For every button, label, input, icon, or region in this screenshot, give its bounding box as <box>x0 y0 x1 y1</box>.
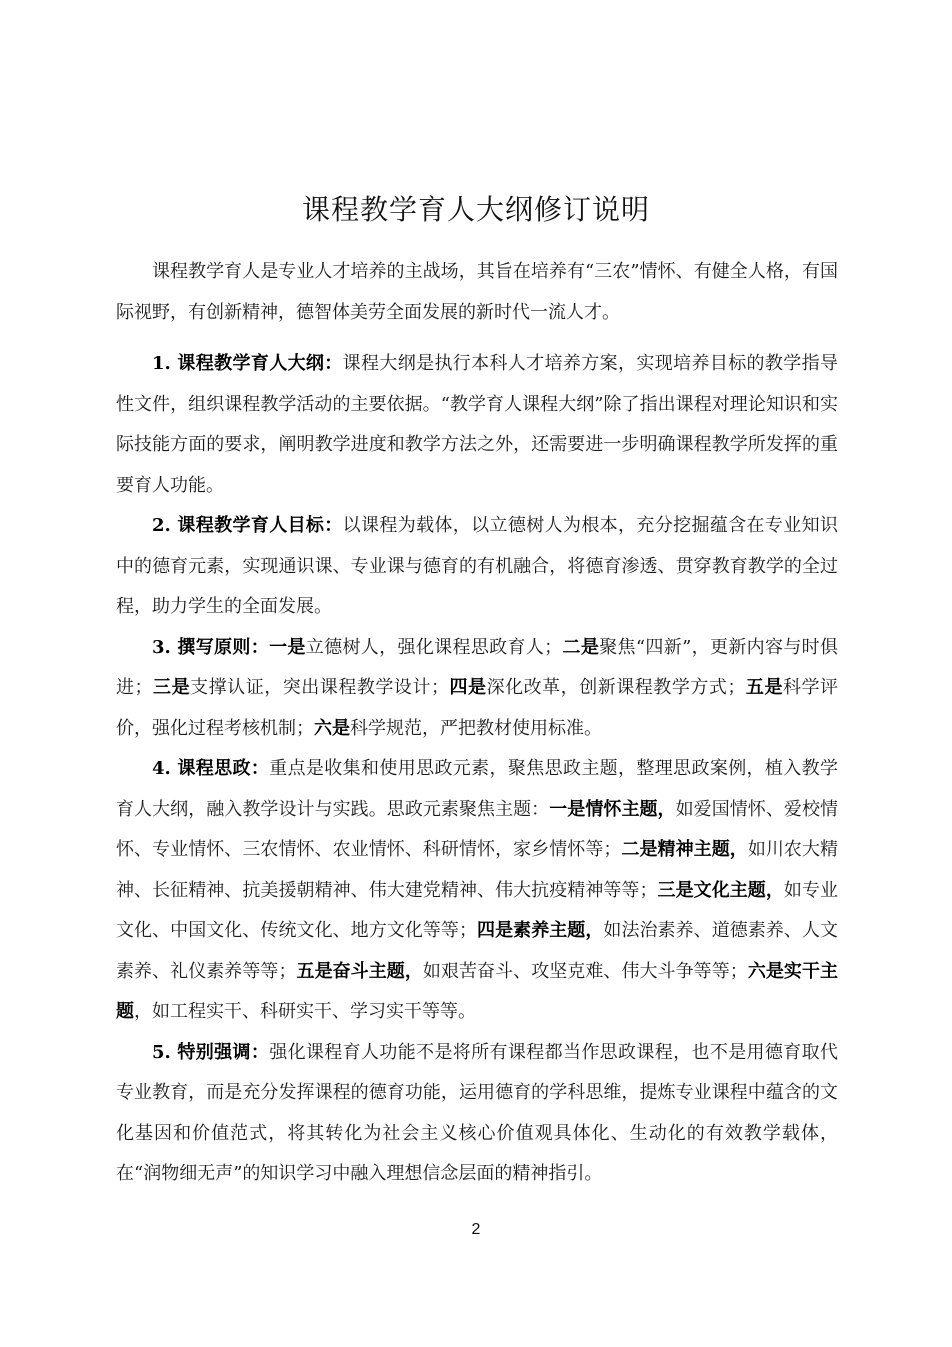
theme-3-label: 三是文化主题， <box>657 879 784 901</box>
theme-1-text: 如爱国情怀、爱校情怀、专业情怀、三农情怀、农业情怀、科研情怀，家乡情怀等； <box>116 798 839 860</box>
principle-5-text: 科学评价，强化过程考核机制； <box>116 677 839 739</box>
section-1-heading: 1. 课程教学育人大纲： <box>152 353 343 374</box>
principle-2-text: 聚焦“四新”，更新内容与时俱进； <box>116 636 839 698</box>
principle-1-text: 立德树人，强化课程思政育人； <box>305 636 563 658</box>
theme-6-label: 六是实干主题 <box>116 960 839 1022</box>
section-1-text: 课程大纲是执行本科人才培养方案，实现培养目标的教学指导性文件，组织课程教学活动的主要依据。“教学育人课程大纲”除了指出课程对理论知识和实际技能方面的要求，阐明教学进度和教学方法之外，还需要进一步明确课程教学所发挥的重要育人功能。 <box>116 353 838 496</box>
theme-2-text: 如川农大精神、长征精神、抗美援朝精神、伟大建党精神、伟大抗疫精神等等； <box>116 839 839 901</box>
theme-3-text: 如专业文化、中国文化、传统文化、地方文化等等； <box>116 879 839 941</box>
intro-paragraph: 课程教学育人是专业人才培养的主战场，其旨在培养有“三农”情怀、有健全人格，有国际视野，有创新精神，德智体美劳全面发展的新时代一流人才。 <box>116 261 838 323</box>
theme-4-label: 四是素养主题， <box>476 920 604 941</box>
principle-6-text: 科学规范，严把教材使用标准。 <box>350 717 602 739</box>
principle-5-label: 五是 <box>745 677 783 698</box>
sections-block <box>116 344 838 1195</box>
principle-4-label: 四是 <box>448 677 487 698</box>
theme-1-label: 一是情怀主题， <box>549 798 676 820</box>
section-1-paragraph <box>116 344 838 506</box>
principle-4-text: 深化改革，创新课程教学方式； <box>486 677 746 698</box>
section-3-heading: 3. 撰写原则： <box>152 636 270 658</box>
theme-5-text: 如艰苦奋斗、攻坚克难、伟大斗争等等； <box>422 960 748 982</box>
theme-2-label: 二是精神主题， <box>621 839 748 860</box>
principle-1-label: 一是 <box>269 636 306 658</box>
section-4-paragraph <box>116 749 838 1033</box>
principle-6-label: 六是 <box>314 717 350 739</box>
page-number: 2 <box>471 1221 481 1238</box>
page-title: 课程教学育人大纲修订说明 <box>301 193 650 226</box>
theme-6-text: ，如工程实干、科研实干、学习实干等等。 <box>134 1001 476 1022</box>
section-5-heading: 5. 特别强调： <box>152 1041 270 1063</box>
section-5-text: 强化课程育人功能不是将所有课程都当作思政课程，也不是用德育取代专业教育，而是充分发挥课程的德育功能，运用德育的学科思维，提炼专业课程中蕴含的文化基因和价值范式，将其转化为社会主义核心价值观具体化、生动化的有效教学载体，在“润物细无声”的知识学习中融入理想信念层面的精神指引。 <box>116 1041 838 1184</box>
principle-3-text: 支撑认证，突出课程教学设计； <box>190 677 449 698</box>
section-4-intro-text: 重点是收集和使用思政元素，聚焦思政主题，整理思政案例，植入教学育人大纲，融入教学设计与实践。思政元素聚焦主题： <box>116 758 838 820</box>
theme-4-text: 如法治素养、道德素养、人文素养、礼仪素养等等； <box>116 920 839 982</box>
section-4-heading: 4. 课程思政： <box>152 758 270 779</box>
section-2-text: 以课程为载体，以立德树人为根本，充分挖掘蕴含在专业知识中的德育元素，实现通识课、专业课与德育的有机融合，将德育渗透、贯穿教育教学的全过程，助力学生的全面发展。 <box>116 515 838 617</box>
principle-2-label: 二是 <box>562 636 600 658</box>
theme-5-label: 五是奋斗主题， <box>296 960 423 982</box>
principle-3-label: 三是 <box>152 677 191 698</box>
section-2-heading: 2. 课程教学育人目标： <box>152 515 343 536</box>
intro-block <box>116 252 838 333</box>
section-3-paragraph <box>116 628 838 750</box>
section-5-paragraph <box>116 1033 838 1195</box>
section-2-paragraph <box>116 506 838 628</box>
